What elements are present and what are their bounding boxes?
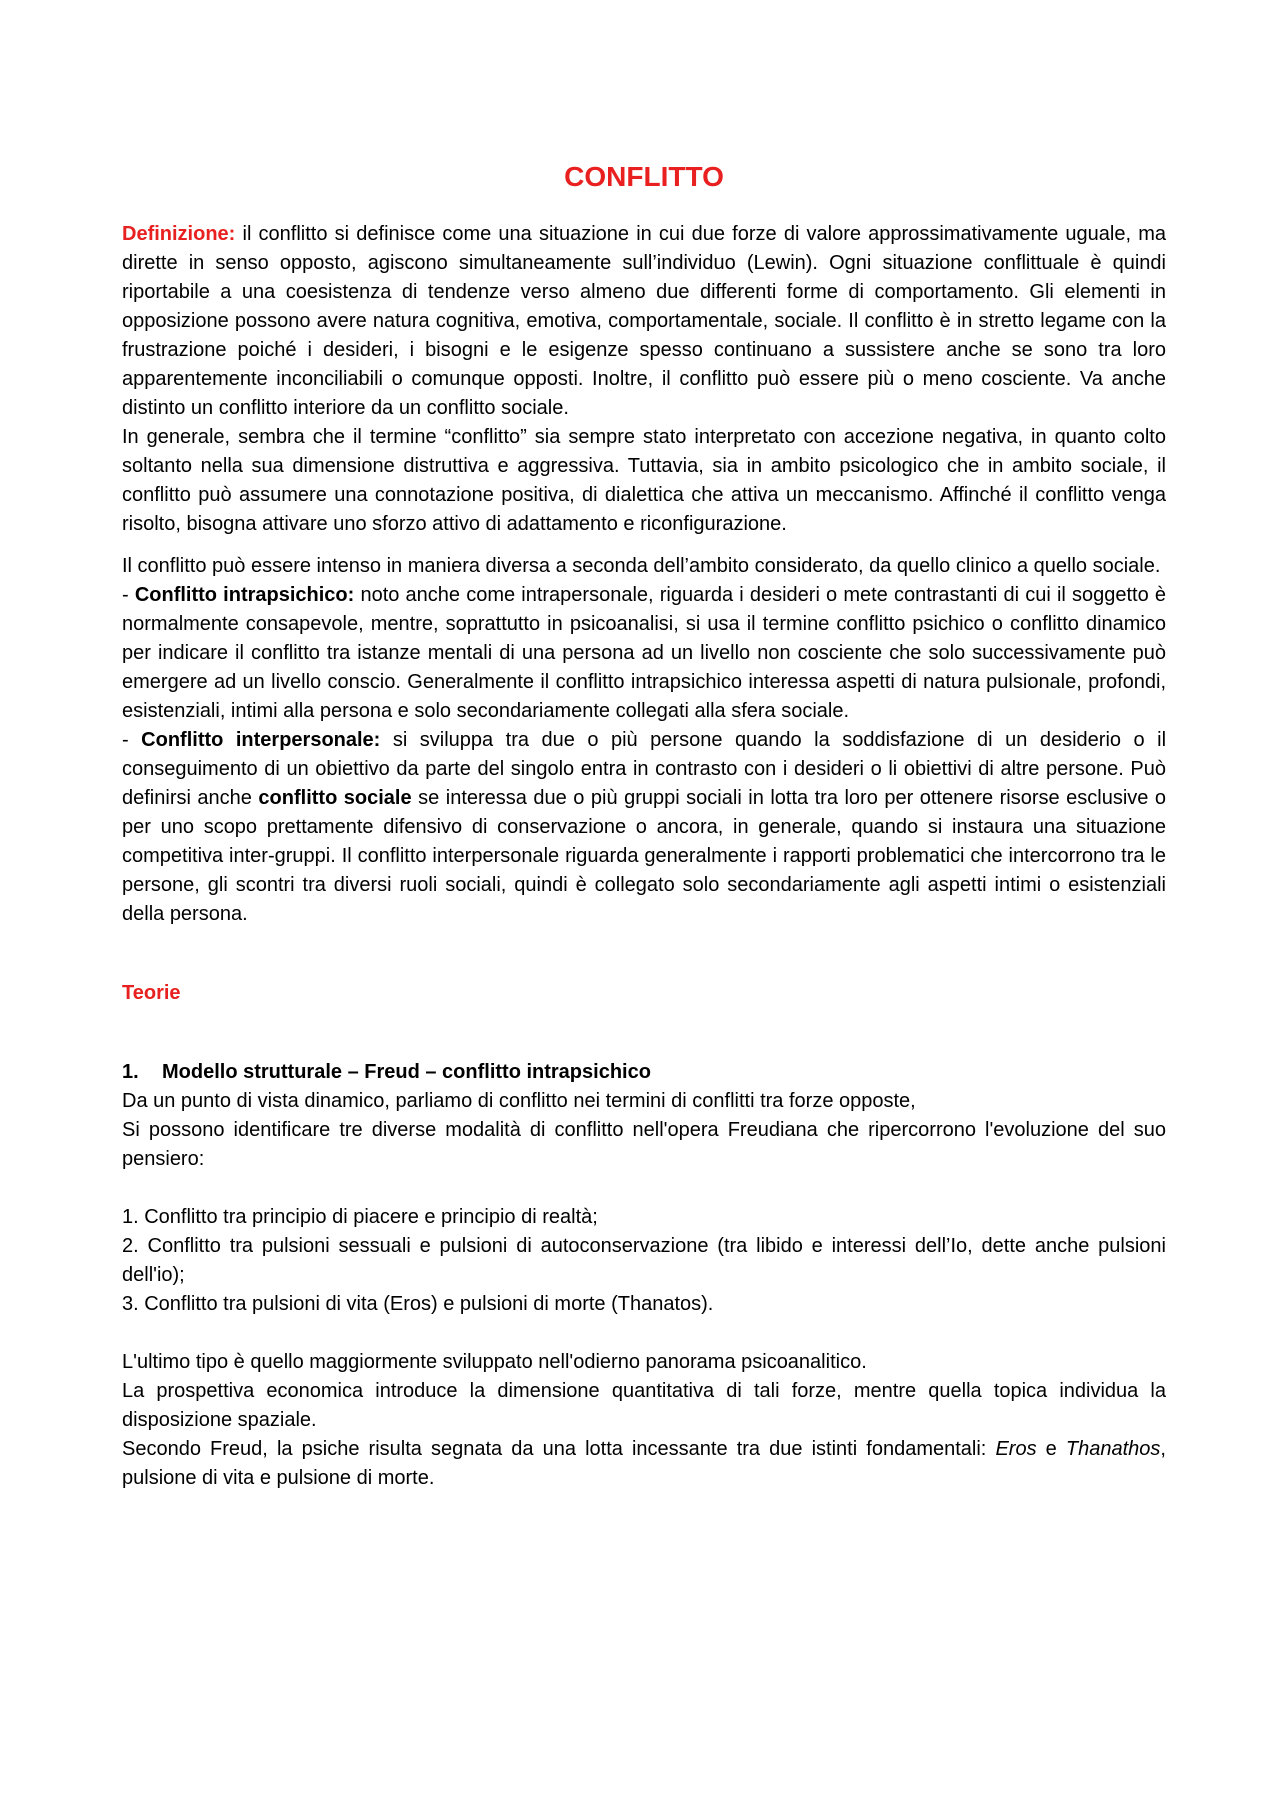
model1-heading-text: Modello strutturale – Freud – conflitto intrapsichico <box>162 1061 651 1083</box>
social-conflict-label: conflitto sociale <box>258 787 412 809</box>
model1-heading <box>122 1058 1166 1087</box>
definition-text: il conflitto si definisce come una situazione in cui due forze di valore approssimativamente uguale, ma dirette in senso opposto, agiscono simultaneamente sull’individuo (Lewin). Ogni situazione conflittuale è quindi riportabile a una coesistenza di tendenze verso almeno due differenti forme di comportamento. Gli elementi in opposizione possono avere natura cognitiva, emotiva, comportamentale, sociale. Il conflitto è in stretto legame con la frustrazione poiché i desideri, i bisogni e le esigenze spesso continuano a sussistere anche se sono tra loro apparentemente inconciliabili o comunque opposti. Inoltre, il conflitto può essere più o meno cosciente. Va anche distinto un conflitto interiore da un conflitto sociale. <box>122 223 1166 419</box>
definition-paragraph-2: In generale, sembra che il termine “conflitto” sia sempre stato interpretato con accezione negativa, in quanto colto soltanto nella sua dimensione distruttiva e aggressiva. Tuttavia, sia in ambito psicologico che in ambito sociale, il conflitto può assumere una connotazione positiva, di dialettica che attiva un meccanismo. Affinché il conflitto venga risolto, bisogna attivare uno sforzo attivo di adattamento e riconfigurazione. <box>122 426 1166 535</box>
model1-paragraph-4: La prospettiva economica introduce la dimensione quantitativa di tali forze, mentre quella topica individua la disposizione spaziale. <box>122 1380 1166 1431</box>
page-title: CONFLITTO <box>564 161 724 192</box>
eros-term: Eros <box>995 1438 1037 1460</box>
interpersonal-text: si sviluppa tra due o più persone quando la soddisfazione di un desiderio o il conseguimento di un obiettivo da parte del singolo entra in contrasto con i desideri o li obiettivi di altre persone. Può definirsi anche <box>122 729 1167 809</box>
text: Secondo Freud, la psiche risulta segnata da una lotta incessante tra due istinti fondamentali: <box>122 1438 996 1460</box>
intrapsychic-label: Conflitto intrapsichico: <box>134 584 355 606</box>
text: e <box>1036 1438 1066 1460</box>
interpersonal-label: Conflitto interpersonale: <box>141 729 381 751</box>
text: , pulsione di vita e pulsione di morte. <box>122 1438 1166 1489</box>
definition-label: Definizione: <box>122 223 236 245</box>
intro-paragraph: Il conflitto può essere intenso in maniera diversa a seconda dell’ambito considerato, da quello clinico a quello sociale. <box>122 555 1161 577</box>
list-item: 3. Conflitto tra pulsioni di vita (Eros) e pulsioni di morte (Thanatos). <box>122 1293 714 1315</box>
intrapsychic-text: noto anche come intrapersonale, riguarda i desideri o mete contrastanti di cui il soggetto è normalmente consapevole, mentre, soprattutto in psicoanalisi, si usa il termine conflitto psichico o conflitto dinamico per indicare il conflitto tra istanze mentali di una persona ad un livello non cosciente che solo successivamente può emergere ad un livello conscio. Generalmente il conflitto intrapsichico interessa aspetti di natura pulsionale, profondi, esistenziali, intimi alla persona e solo secondariamente collegati alla sfera sociale. <box>122 584 1167 722</box>
model1-paragraph-1: Da un punto di vista dinamico, parliamo di conflitto nei termini di conflitti tra forze opposte, <box>122 1090 916 1112</box>
interpersonal-paragraph <box>122 726 1166 929</box>
dash: - <box>122 584 135 606</box>
model1-paragraph-2: Si possono identificare tre diverse modalità di conflitto nell'opera Freudiana che ripercorrono l'evoluzione del suo pensiero: <box>122 1119 1166 1170</box>
thanathos-term: Thanathos <box>1065 1438 1161 1460</box>
definition-paragraph <box>122 220 1166 423</box>
model1-number: 1. <box>122 1061 139 1083</box>
interpersonal-text-2: se interessa due o più gruppi sociali in lotta tra loro per ottenere risorse esclusive o per uno scopo prettamente difensivo di conservazione o ancora, in generale, quando si instaura una situazione competitiva inter-gruppi. Il conflitto interpersonale riguarda generalmente i rapporti problematici che intercorrono tra le persone, gli scontri tra diversi ruoli sociali, quindi è collegato solo secondariamente agli aspetti intimi o esistenziali della persona. <box>122 787 1167 925</box>
dash: - <box>122 729 142 751</box>
intrapsychic-paragraph <box>122 581 1166 726</box>
theories-heading: Teorie <box>122 982 181 1004</box>
document-page <box>122 160 1166 1493</box>
list-item: 2. Conflitto tra pulsioni sessuali e pulsioni di autoconservazione (tra libido e interessi dell’Io, dette anche pulsioni dell'io); <box>122 1235 1166 1286</box>
list-item: 1. Conflitto tra principio di piacere e principio di realtà; <box>122 1206 598 1228</box>
model1-paragraph-5 <box>122 1435 1166 1493</box>
model1-paragraph-3: L'ultimo tipo è quello maggiormente sviluppato nell'odierno panorama psicoanalitico. <box>122 1351 867 1373</box>
